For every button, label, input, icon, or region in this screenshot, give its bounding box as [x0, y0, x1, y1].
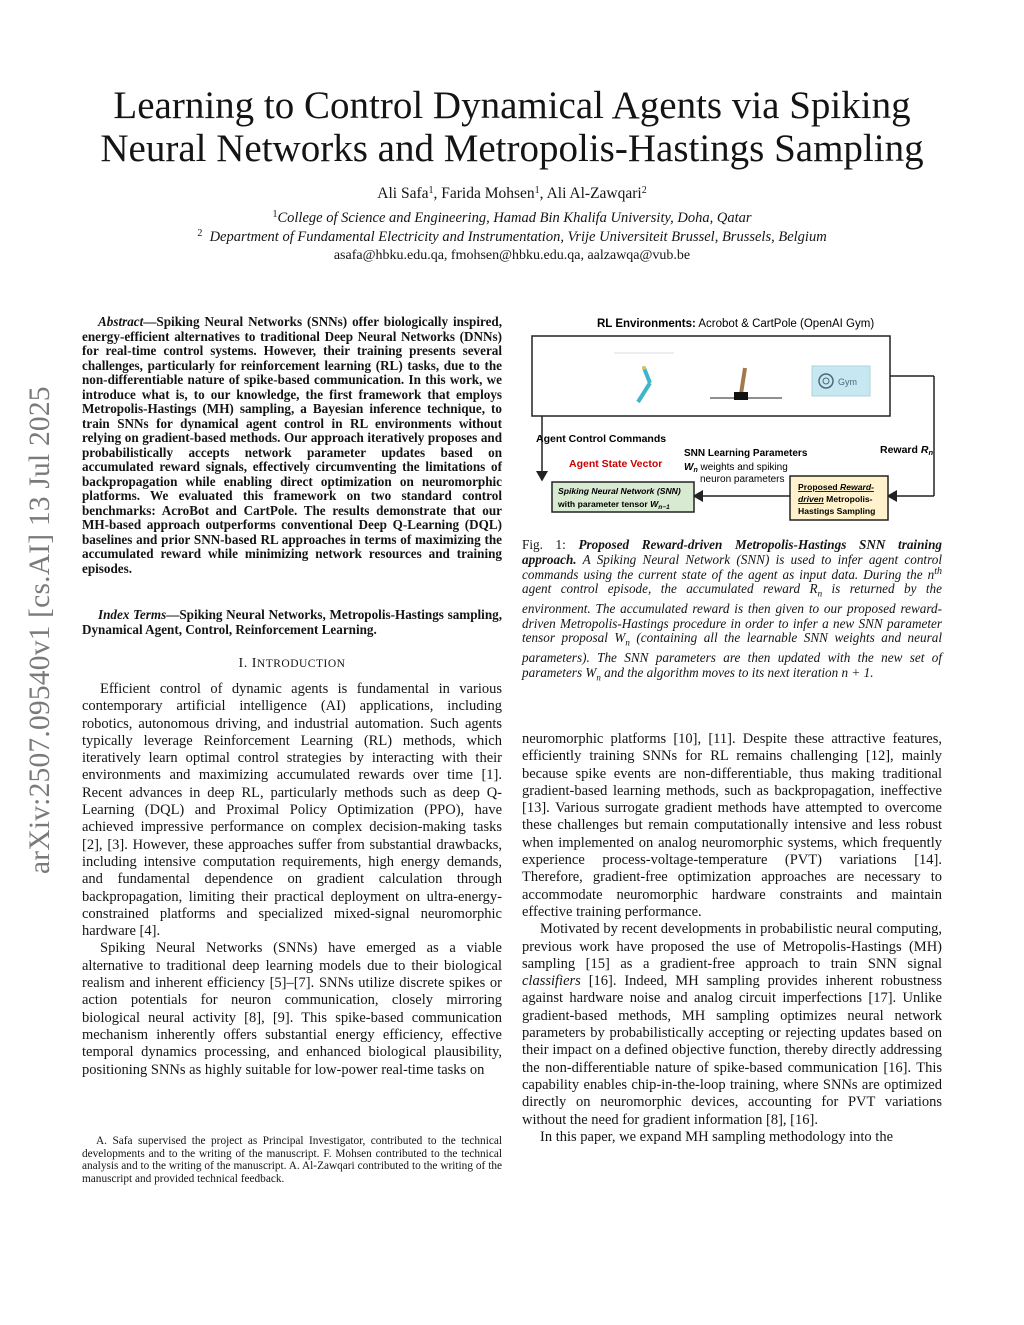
- affil-mark: 1: [272, 209, 278, 220]
- caption-label: Fig. 1:: [522, 537, 579, 552]
- abstract: [82, 315, 502, 576]
- affiliation-1: $^1$College of Science and Engineering, Hamad Bin Khalifa University, Doha, Qatar: [272, 209, 752, 226]
- mh-box-line3: Hastings Sampling: [798, 506, 876, 516]
- mh-box-line2: driven Metropolis-: [798, 494, 873, 504]
- section-heading-introduction: I. INTRODUCTION: [238, 656, 346, 671]
- title-line-2: Neural Networks and Metropolis-Hastings Sampling: [100, 127, 924, 170]
- author-affil-mark: 1: [534, 185, 540, 196]
- affiliation-2: $^2$ Department of Fundamental Electricity and Instrumentation, Vrije Universiteit Brussel, Brussels, Belgium: [197, 228, 827, 245]
- agent-state-vector-label: Agent State Vector: [569, 458, 663, 470]
- intro-right-column: [522, 731, 942, 1146]
- author-name: Ali Al-Zawqari: [546, 185, 642, 202]
- author-affil-mark: 2: [641, 185, 647, 196]
- reward-label: Reward Rn: [880, 444, 934, 457]
- paragraph: Motivated by recent developments in probabilistic neural computing, previous work have proposed the use of Metropolis-Hastings (MH) sampling [15] as a gradient-free approach to train SNN signal classifiers [16]. Indeed, MH sampling provides inherent robustness against hardware noise and analog circuit imperfections [17]. Unlike gradient-based methods, MH sampling optimizes neural network parameters by probabilistically accepting or rejecting updates based on their impact on a defined objective function, thereby directly addressing the non-differentiable nature of spike-based communication [16]. This capability enables chip-in-the-loop training, where SNNs are optimized directly on neuromorphic devices, accounting for PVT variations without the need for gradient information [8], [16].: [522, 921, 942, 1128]
- agent-control-commands-label: Agent Control Commands: [536, 433, 667, 445]
- intro-left-column: [82, 681, 502, 1079]
- paragraph: Efficient control of dynamic agents is fundamental in various contemporary artificial intelligence (AI) applications, including robotics, autonomous driving, and industrial automation. Such agents typically leverage Reinforcement Learning (RL) methods, which iteratively learn optimal control strategies by interacting with their environments and maximizing accumulated rewards over time [1]. Recent advances in deep RL, particularly methods such as deep Q-Learning (DQL) and Proximal Policy Optimization (PPO), have achieved impressive performance on complex decision-making tasks [2], [3]. However, these approaches suffer from substantial drawbacks, including intensive computation requirements, high energy demands, and fundamental dependence on gradient calculation through backpropagation, limiting their practical deployment on ultra-energy-constrained platforms and specialized mixed-signal neuromorphic hardware [4].: [82, 681, 502, 940]
- paragraph: Spiking Neural Networks (SNNs) have emerged as a viable alternative to traditional deep learning models due to their biological realism and inherent efficiency [5]–[7]. SNNs utilize discrete spikes or action potentials for neuron communication, closely mirroring biological neural activity [8], [9]. This spike-based communication mechanism inherently offers substantial energy efficiency, effective temporal dynamics processing, and enhanced biological plausibility, positioning SNNs as highly suitable for low-power real-time tasks on: [82, 940, 502, 1078]
- affil-mark: 2: [197, 228, 203, 239]
- author-name: Farida Mohsen: [441, 185, 535, 202]
- index-terms-text: —Spiking Neural Networks, Metropolis-Hastings sampling, Dynamical Agent, Control, Reinforcement Learning.: [82, 607, 502, 637]
- author-emails: asafa@hbku.edu.qa, fmohsen@hbku.edu.qa, aalzawqa@vub.be: [333, 248, 691, 263]
- snn-box-line2: with parameter tensor $W_{n-1}$: [558, 499, 670, 511]
- footnote: A. Safa supervised the project as Principal Investigator, contributed to the technical developments and to the writing of the manuscript. F. Mohsen contributed to the technical analysis and to the writing of the manuscript. A. Al-Zawqari contributed to the writing of the manuscript and provided technical feedback.: [82, 1135, 502, 1185]
- title-line-1: Learning to Control Dynamical Agents via Spiking: [113, 84, 911, 127]
- figure-1-caption: Fig. 1: Proposed Reward-driven Metropolis-Hastings SNN training approach. A Spiking Neural Network (SNN) is used to infer agent control commands using the current state of the agent as input data. During the $n^{th}$ agent control episode, the accumulated reward $R_n$ is returned by the environment. The accumulated reward is then given to our proposed reward-driven Metropolis-Hastings procedure in order to infer a new SNN parameter tensor proposal $W_n$ (containing all the learnable SNN weights and neural parameters). The SNN parameters are then updated with the new set of parameters $W_n$ and the algorithm moves to its next iteration n + 1.: [522, 537, 943, 683]
- index-terms: [82, 608, 502, 637]
- snn-learning-params-sub1: $W_n$ weights and spiking: [684, 462, 788, 474]
- gym-label: Gym: [838, 377, 857, 387]
- figure-1: [522, 310, 942, 530]
- paragraph: In this paper, we expand MH sampling methodology into the: [540, 1128, 893, 1145]
- paper-title: [60, 84, 964, 170]
- arxiv-identifier: arXiv:2507.09540v1 [cs.AI] 13 Jul 2025: [24, 386, 56, 874]
- author-name: Ali Safa: [377, 185, 429, 202]
- author-affil-mark: 1: [428, 185, 434, 196]
- abstract-text: —Spiking Neural Networks (SNNs) offer biologically inspired, energy-efficient alternatives to traditional Deep Neural Networks (DNNs) for real-time control systems. However, their training presents several challenges, particularly for reinforcement learning (RL) tasks, due to the non-differentiable nature of spike-based communication. In this work, we introduce what is, to our knowledge, the first framework that employs Metropolis-Hastings (MH) sampling, a Bayesian inference technique, to train SNNs for dynamical agent control in RL environments without relying on gradient-based methods. Our approach iteratively proposes and probabilistically accepts network parameter updates based on accumulated reward signals, effectively circumventing the limitations of backpropagation while enabling direct optimization on neuromorphic platforms. We evaluated this framework on two standard control benchmarks: AcroBot and CartPole. The results demonstrate that our MH-based approach outperforms conventional Deep Q-Learning (DQL) baselines and prior SNN-based RL approaches in terms of maximizing the accumulated reward while minimizing network resources and training episodes.: [82, 314, 502, 576]
- abstract-label: Abstract: [98, 314, 144, 329]
- openai-gym-logo: [812, 366, 870, 396]
- author-list: Ali Safa$^1$, Farida Mohsen$^1$, Ali Al-Zawqari$^2$: [377, 185, 647, 202]
- mh-box-line1: Proposed Reward-: [798, 482, 874, 492]
- snn-box-line1: Spiking Neural Network (SNN): [558, 486, 681, 496]
- snn-learning-params-label: SNN Learning Parameters: [684, 448, 808, 459]
- figure-header: RL Environments: Acrobot & CartPole (OpenAI Gym): [597, 318, 875, 330]
- figure-1-diagram: [522, 310, 942, 530]
- snn-learning-params-sub2: neuron parameters: [700, 474, 785, 485]
- caption-title: Proposed Reward-driven Metropolis-Hastings SNN training approach.: [522, 537, 943, 567]
- index-terms-label: Index Terms: [98, 607, 167, 622]
- paragraph: neuromorphic platforms [10], [11]. Despite these attractive features, efficiently training SNNs for RL remains challenging [12], mainly because spike events are non-differentiable, thus making traditional gradient-based learning methods, such as backpropagation, ineffective [13]. Various surrogate gradient methods have attempted to overcome these challenges but remain computationally intensive and less robust when implemented on analog neuromorphic systems, which frequently experience process-voltage-temperature (PVT) variations [14]. Therefore, gradient-free optimization approaches are necessary to accommodate neuromorphic hardware constraints and maintain effective training performance.: [522, 731, 942, 920]
